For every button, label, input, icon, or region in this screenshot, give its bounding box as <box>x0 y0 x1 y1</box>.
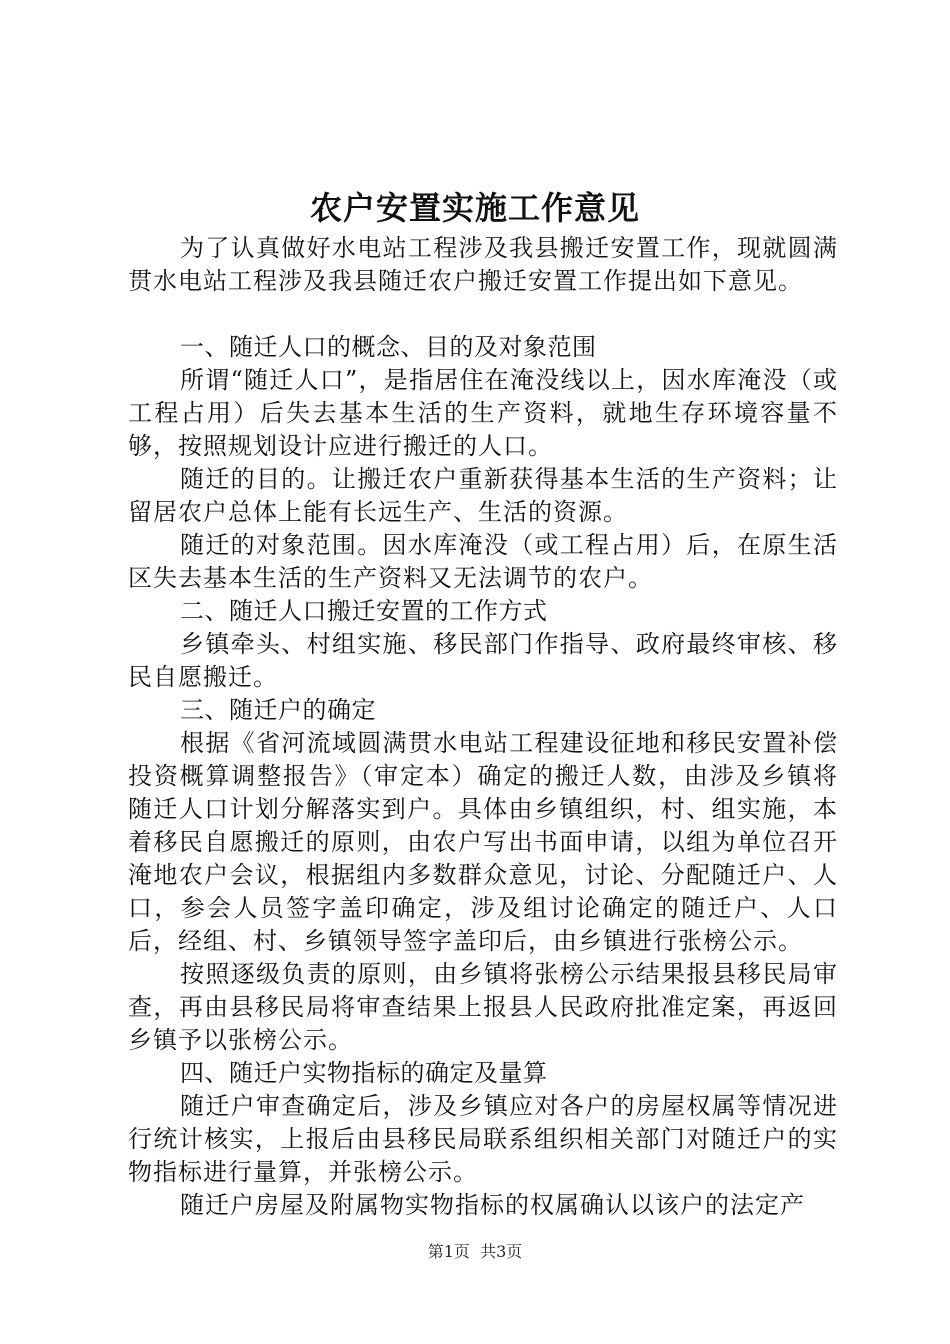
page-number-label: 第1页 共3页 <box>427 1242 523 1261</box>
section-3-heading: 三、随迁户的确定 <box>180 696 376 724</box>
section-4-paragraph-2: 随迁户房屋及附属物实物指标的权属确认以该户的法定产 <box>180 1191 805 1219</box>
section-1-paragraph-2: 随迁的目的。让搬迁农户重新获得基本生活的生产资料；让留居农户总体上能有长远生产、生活的资源。 <box>128 465 838 526</box>
document-title: 农户安置实施工作意见 <box>309 189 640 227</box>
paragraph-gap <box>128 298 838 331</box>
section-3-paragraph-1: 根据《省河流域圆满贯水电站工程建设征地和移民安置补偿投资概算调整报告》（审定本）确定的搬迁人数，由涉及乡镇将随迁人口计划分解落实到户。具体由乡镇组织，村、组实施，本着移民自愿搬迁的原则，由农户写出书面申请，以组为单位召开淹地农户会议，根据组内多数群众意见，讨论、分配随迁户、人口，参会人员签字盖印确定，涉及组讨论确定的随迁户、人口后，经组、村、乡镇领导签字盖印后，由乡镇进行张榜公示。 <box>128 729 838 955</box>
page-footer <box>0 1240 950 1264</box>
section-4-paragraph-1: 随迁户审查确定后，涉及乡镇应对各户的房屋权属等情况进行统计核实，上报后由县移民局联系组织相关部门对随迁户的实物指标进行量算，并张榜公示。 <box>128 1092 838 1186</box>
section-2-paragraph-1: 乡镇牵头、村组实施、移民部门作指导、政府最终审核、移民自愿搬迁。 <box>128 630 838 691</box>
section-1-paragraph-1: 所谓“随迁人口”，是指居住在淹没线以上，因水库淹没（或工程占用）后失去基本生活的生产资料，就地生存环境容量不够，按照规划设计应进行搬迁的人口。 <box>128 366 838 460</box>
section-3-paragraph-2: 按照逐级负责的原则，由乡镇将张榜公示结果报县移民局审查，再由县移民局将审查结果上报县人民政府批准定案，再返回乡镇予以张榜公示。 <box>128 960 838 1054</box>
intro-paragraph: 为了认真做好水电站工程涉及我县搬迁安置工作，现就圆满贯水电站工程涉及我县随迁农户搬迁安置工作提出如下意见。 <box>128 234 838 295</box>
section-1-paragraph-3: 随迁的对象范围。因水库淹没（或工程占用）后，在原生活区失去基本生活的生产资料又无法调节的农户。 <box>128 531 838 592</box>
section-1-heading: 一、随迁人口的概念、目的及对象范围 <box>180 333 597 361</box>
document-body <box>128 232 838 1222</box>
section-2-heading: 二、随迁人口搬迁安置的工作方式 <box>180 597 548 625</box>
section-4-heading: 四、随迁户实物指标的确定及量算 <box>180 1059 548 1087</box>
